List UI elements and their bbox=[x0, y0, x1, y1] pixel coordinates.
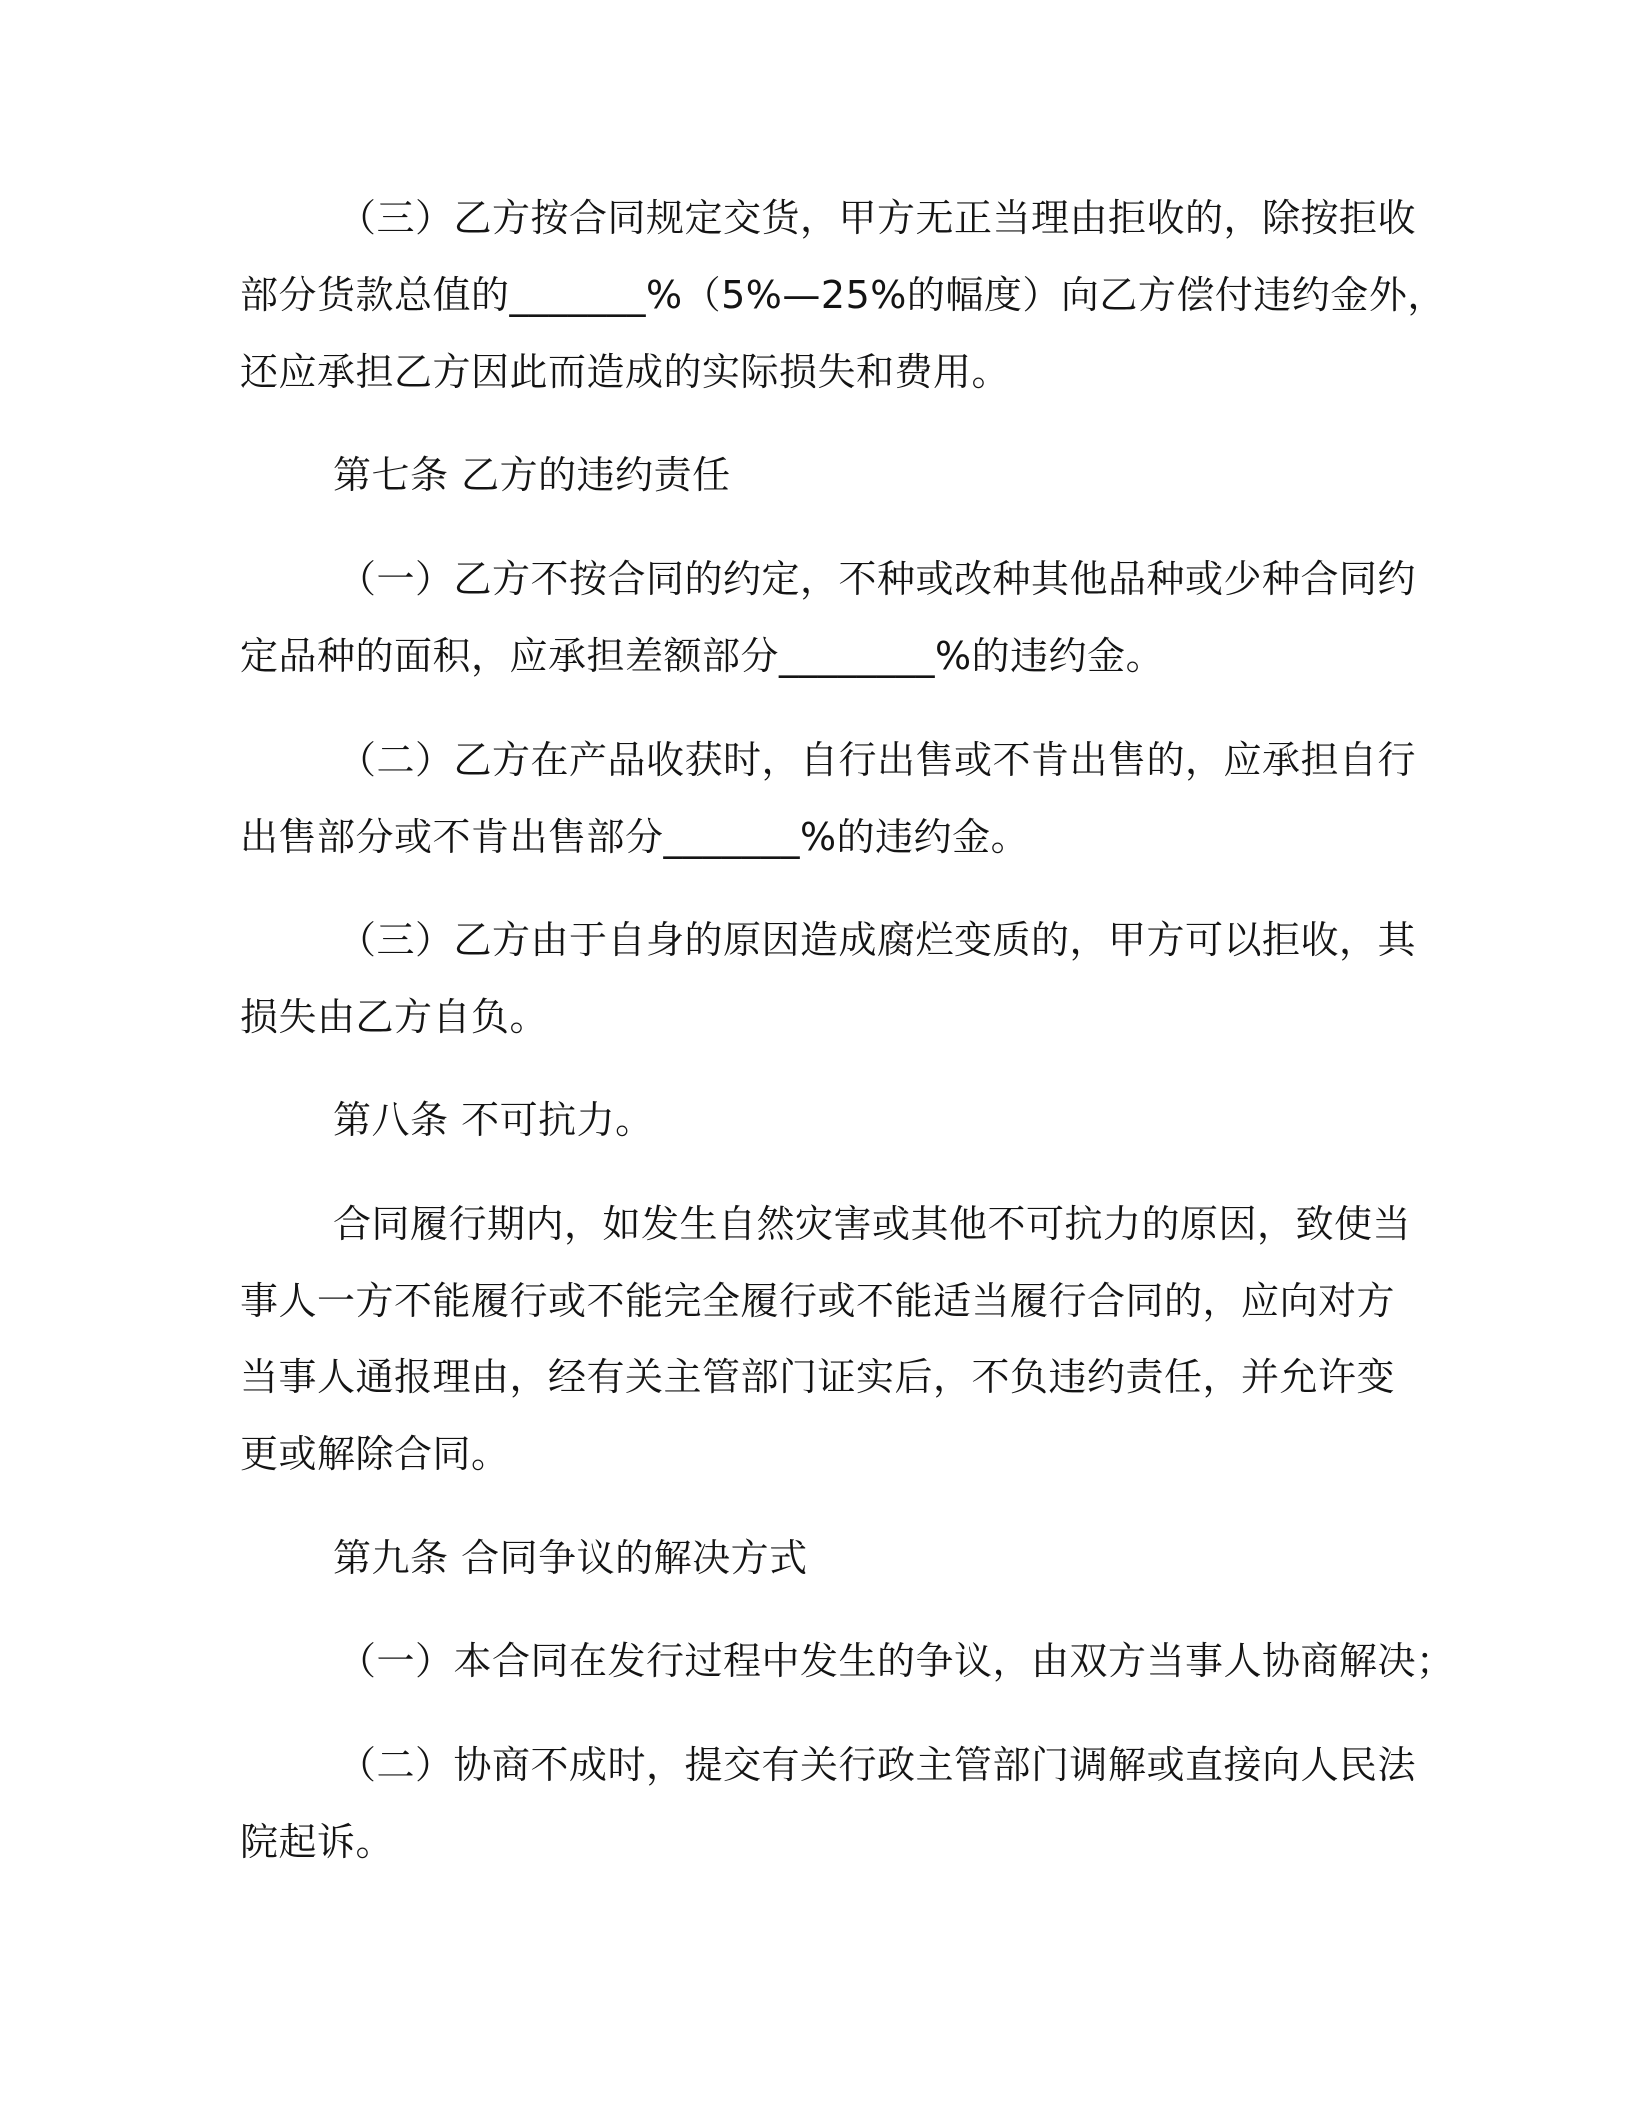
article-9-heading: 第九条 合同争议的解决方式 bbox=[333, 1536, 808, 1580]
text-line: 更或解除合同。 bbox=[240, 1432, 510, 1476]
text-line: （二）乙方在产品收获时，自行出售或不肯出售的，应承担自行 bbox=[338, 738, 1417, 782]
article-8-heading: 第八条 不可抗力。 bbox=[333, 1098, 654, 1142]
text-line: 合同履行期内，如发生自然灾害或其他不可抗力的原因，致使当 bbox=[333, 1202, 1412, 1246]
text-line: 定品种的面积，应承担差额部分________%的违约金。 bbox=[240, 634, 1165, 678]
text-line: 损失由乙方自负。 bbox=[240, 995, 549, 1039]
text-line: （三）乙方由于自身的原因造成腐烂变质的，甲方可以拒收，其 bbox=[338, 918, 1417, 962]
text-line: 院起诉。 bbox=[240, 1820, 395, 1864]
text-line: （二）协商不成时，提交有关行政主管部门调解或直接向人民法 bbox=[338, 1743, 1417, 1787]
text-line: 还应承担乙方因此而造成的实际损失和费用。 bbox=[240, 350, 1011, 394]
text-line: 部分货款总值的_______%（5%—25%的幅度）向乙方偿付违约金外， bbox=[240, 273, 1446, 317]
text-line: （一）乙方不按合同的约定，不种或改种其他品种或少种合同约 bbox=[338, 557, 1417, 601]
text-line: 出售部分或不肯出售部分_______%的违约金。 bbox=[240, 815, 1030, 859]
article-7-heading: 第七条 乙方的违约责任 bbox=[333, 453, 731, 497]
text-line: （三）乙方按合同规定交货，甲方无正当理由拒收的，除按拒收 bbox=[338, 196, 1417, 240]
text-line: 事人一方不能履行或不能完全履行或不能适当履行合同的，应向对方 bbox=[240, 1279, 1396, 1323]
text-line: 当事人通报理由，经有关主管部门证实后，不负违约责任，并允许变 bbox=[240, 1355, 1396, 1399]
text-line: （一）本合同在发行过程中发生的争议，由双方当事人协商解决； bbox=[338, 1639, 1455, 1683]
